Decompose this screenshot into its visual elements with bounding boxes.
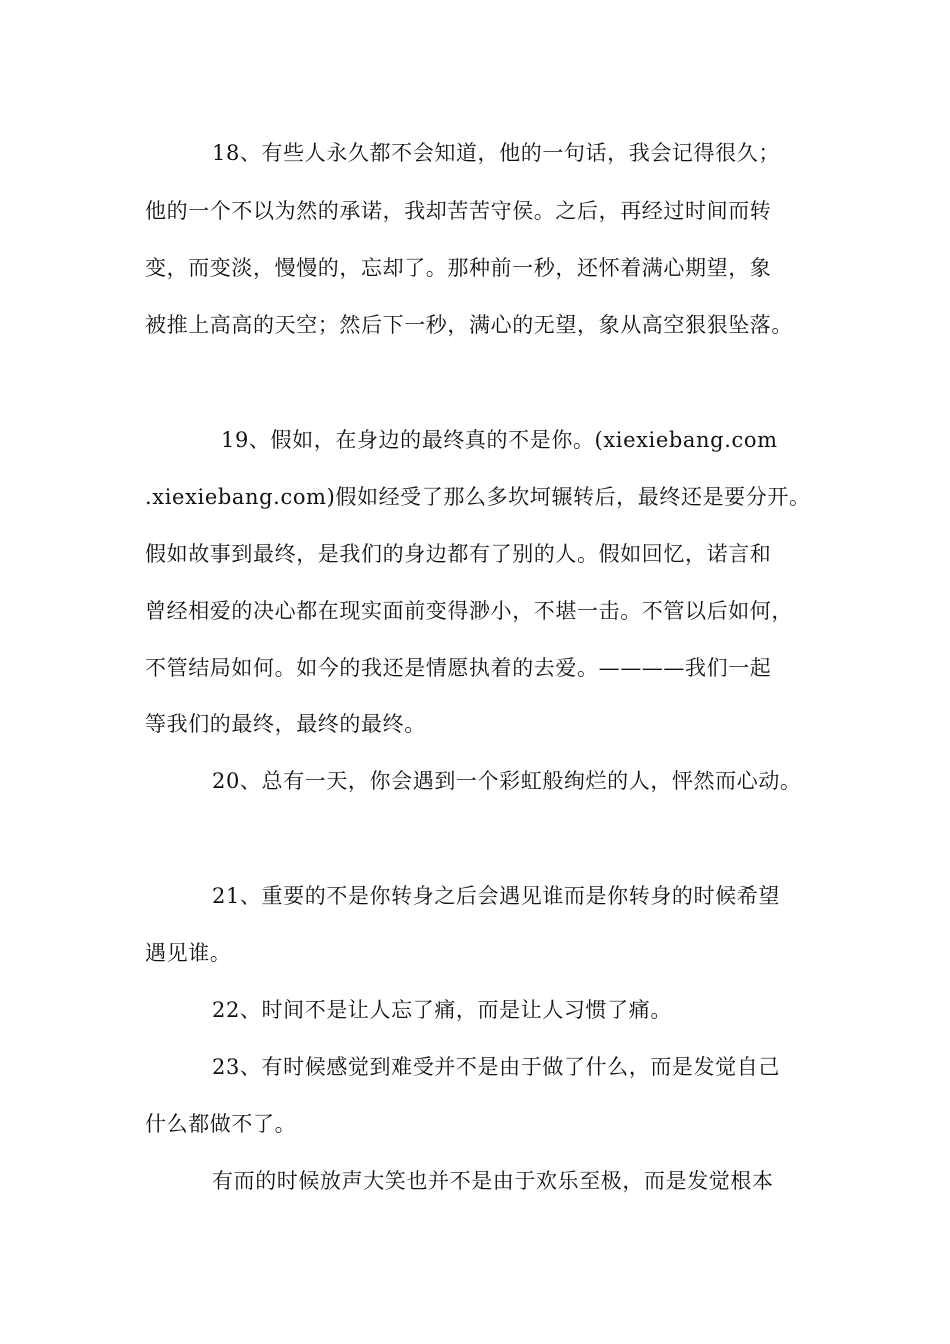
paragraph-19-line-5: 不管结局如何。如今的我还是情愿执着的去爱。————我们一起 <box>145 656 772 680</box>
paragraph-18-line-1: 18、有些人永久都不会知道，他的一句话，我会记得很久； <box>212 141 780 165</box>
paragraph-19-line-6: 等我们的最终，最终的最终。 <box>145 712 426 736</box>
paragraph-19-line-1: 19、假如，在身边的最终真的不是你。(xiexiebang.com <box>221 428 778 452</box>
paragraph-23-line-1: 23、有时候感觉到难受并不是由于做了什么，而是发觉自己 <box>212 1055 780 1079</box>
paragraph-23-line-2: 什么都做不了。 <box>145 1112 297 1136</box>
paragraph-19-line-3: 假如故事到最终，是我们的身边都有了别的人。假如回忆，诺言和 <box>145 542 772 566</box>
paragraph-18-line-3: 变，而变淡，慢慢的，忘却了。那种前一秒，还怀着满心期望，象 <box>145 256 772 280</box>
paragraph-19-line-2: .xiexiebang.com)假如经受了那么多坎坷辗转后，最终还是要分开。 <box>145 485 811 509</box>
paragraph-21-line-1: 21、重要的不是你转身之后会遇见谁而是你转身的时候希望 <box>212 884 780 908</box>
paragraph-18-line-2: 他的一个不以为然的承诺，我却苦苦守侯。之后，再经过时间而转 <box>145 199 772 223</box>
paragraph-18-line-4: 被推上高高的天空；然后下一秒，满心的无望，象从高空狠狠坠落。 <box>145 313 793 337</box>
paragraph-21-line-2: 遇见谁。 <box>145 941 232 965</box>
paragraph-20-line-1: 20、总有一天，你会遇到一个彩虹般绚烂的人，怦然而心动。 <box>212 769 802 793</box>
paragraph-22-line-1: 22、时间不是让人忘了痛，而是让人习惯了痛。 <box>212 998 672 1022</box>
paragraph-24-line-1: 有而的时候放声大笑也并不是由于欢乐至极，而是发觉根本 <box>212 1169 774 1193</box>
paragraph-19-line-4: 曾经相爱的决心都在现实面前变得渺小，不堪一击。不管以后如何， <box>145 599 793 623</box>
